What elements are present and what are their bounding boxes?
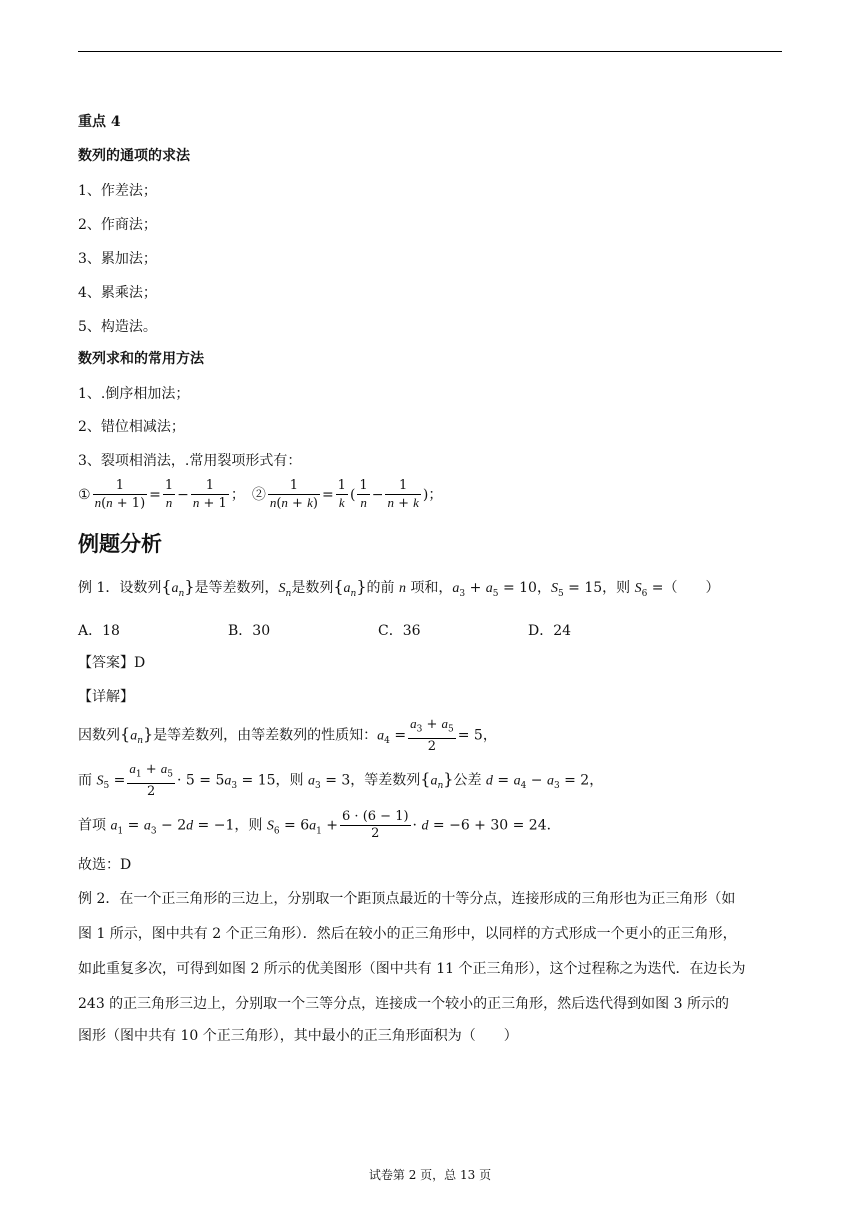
method-item: 3、裂项相消法，.常用裂项形式有： (78, 453, 302, 469)
solution-line-1: 因数列$\{a_n\}$是等差数列，由等差数列的性质知：$a_4$ = $\frac{a_3 + a_5}{2}$ = 5， (78, 716, 497, 754)
formula-line: ① $\frac{1}{n(n + 1)}$ = $\frac{1}{n}$ − $\frac{1}{n + 1}$ ； ② $\frac{1}{n(n + k)}$ = $\frac{1}{k}$ ( $\frac{1}{n}$ − $\frac{1}{n + k}$ )； (78, 478, 443, 511)
example1-question: 例 1．设数列$\{a_n\}$是等差数列，$S_n$是数列$\{a_n\}$的前 n 项和，$a_3 + a_5 = 10$，$S_5 = 15$，则 $S_6$ =（ ） (78, 577, 720, 599)
method-item: 1、作差法； (78, 183, 157, 199)
method-item: 2、错位相减法； (78, 419, 185, 435)
method-item: 4、累乘法； (78, 285, 157, 301)
option-d: D．24 (528, 623, 572, 639)
solution-line-3: 首项 $a_1 = a_3 - 2d = -1$，则 $S_6 = 6a_1$ + $\frac{6 \cdot (6 - 1)}{2}$ · d = −6 + 30 = 24． (78, 809, 561, 841)
solution-line-2: 而 $S_5$ = $\frac{a_1 + a_5}{2}$ · $5 = 5a_3 = 15$，则 $a_3 = 3$，等差数列$\{a_n\}$公差 $d = a_4 - a_3 = 2$， (78, 761, 604, 799)
option-b: B．30 (228, 623, 271, 639)
answer-label: 【答案】D (78, 655, 146, 671)
subsection-title-summation: 数列求和的常用方法 (78, 351, 204, 367)
method-item: 3、累加法； (78, 251, 157, 267)
example2-line: 243 的正三角形三边上，分别取一个三等分点，连接成一个较小的正三角形，然后迭代得到如图 3 所示的 (78, 996, 729, 1012)
detail-label: 【详解】 (78, 689, 134, 705)
example2-line: 图 1 所示，图中共有 2 个正三角形）．然后在较小的正三角形中，以同样的方式形成一个更小的正三角形， (78, 926, 737, 942)
method-item: 2、作商法； (78, 217, 157, 233)
option-c: C．36 (378, 623, 421, 639)
example2-line: 图形（图中共有 10 个正三角形），其中最小的正三角形面积为（ ） (78, 1028, 518, 1044)
heading-examples: 例题分析 (78, 531, 162, 556)
method-item: 1、.倒序相加法； (78, 386, 190, 402)
conclusion: 故选：D (78, 857, 132, 873)
example2-line: 如此重复多次，可得到如图 2 所示的优美图形（图中共有 11 个正三角形），这个过程称之为迭代．在边长为 (78, 961, 746, 977)
method-item: 5、构造法。 (78, 319, 157, 335)
header-rule (78, 51, 782, 52)
option-a: A．18 (78, 623, 120, 639)
section-title: 重点 4 (78, 114, 121, 130)
page-footer: 试卷第 2 页，总 13 页 (368, 1168, 492, 1182)
subsection-title-general-term: 数列的通项的求法 (78, 148, 190, 164)
example2-line: 例 2．在一个正三角形的三边上，分别取一个距顶点最近的十等分点，连接形成的三角形也为正三角形（如 (78, 891, 736, 907)
